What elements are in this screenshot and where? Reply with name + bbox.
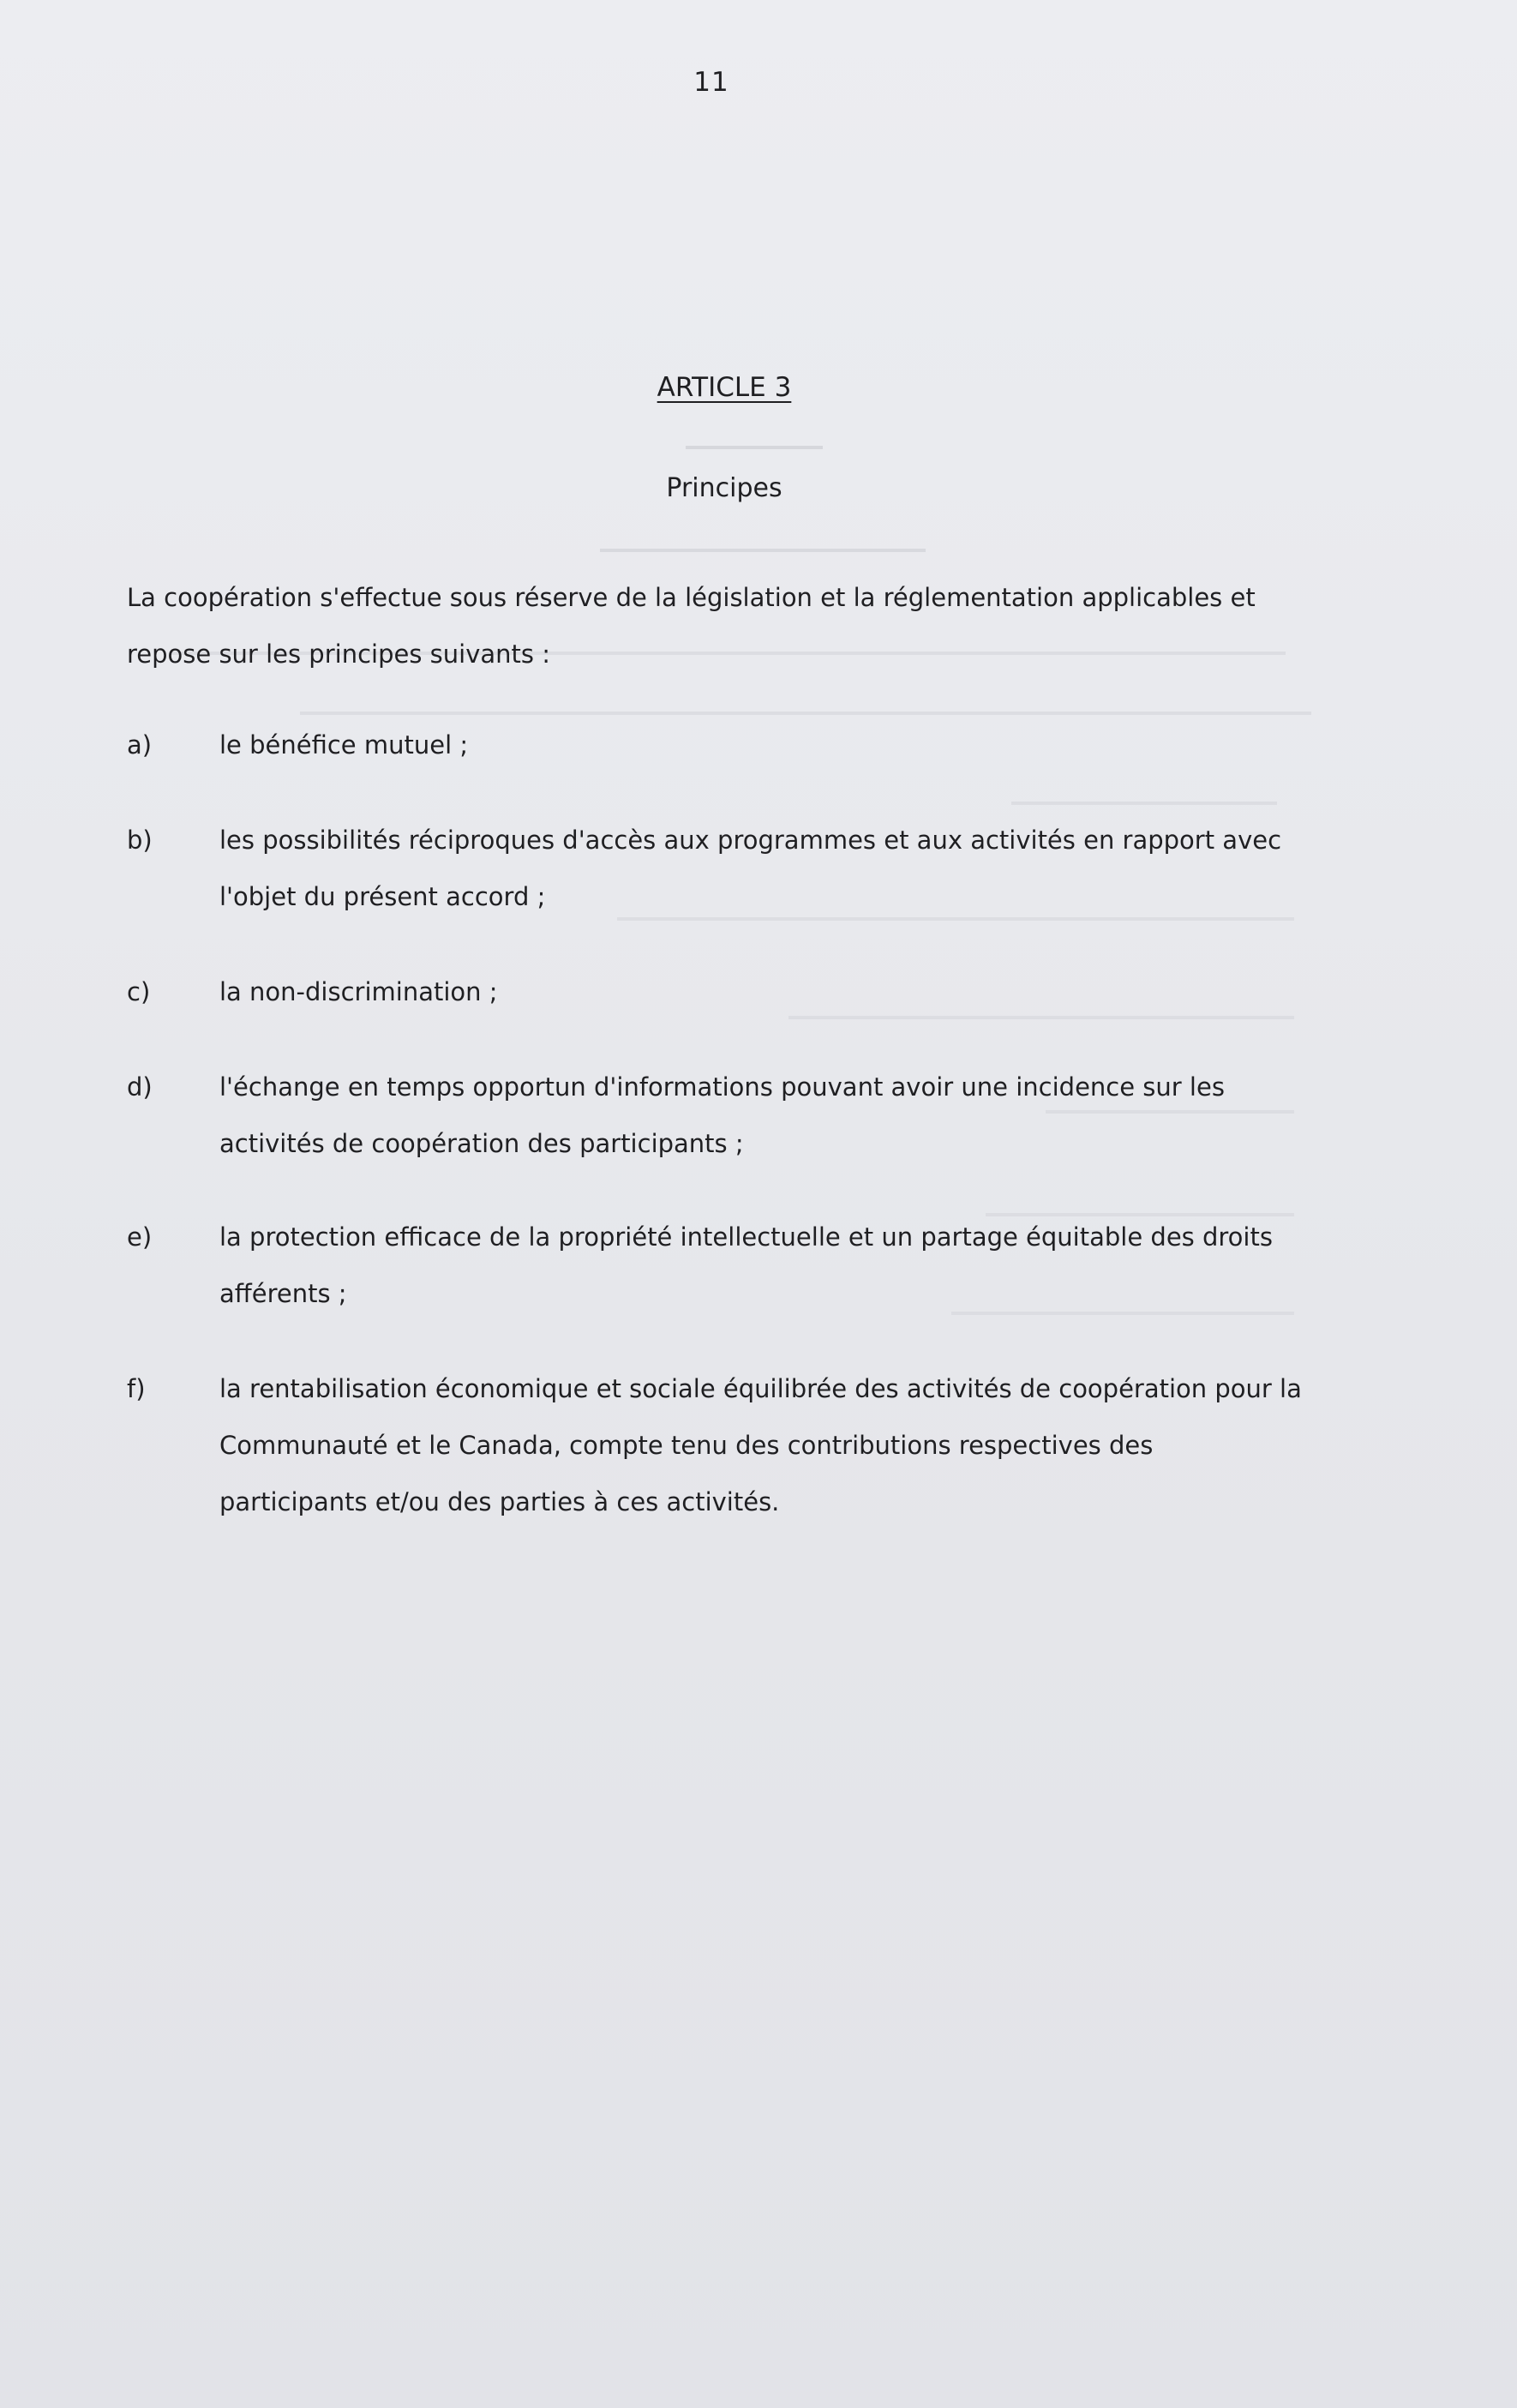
list-item-line: l'échange en temps opportun d'informations pouvant avoir une incidence sur les [219, 1072, 1225, 1102]
intro-line: repose sur les principes suivants : [127, 640, 550, 669]
list-item-line: la non-discrimination ; [219, 977, 498, 1006]
intro-paragraph [127, 569, 1344, 682]
list-item-e [127, 1209, 1344, 1322]
list-item-line: afférents ; [219, 1279, 347, 1308]
list-item-f [127, 1360, 1344, 1530]
list-item-line: activités de coopération des participants ; [219, 1129, 744, 1158]
article-title [0, 372, 1448, 403]
bleed-through-mark [300, 712, 1311, 715]
list-item-line: le bénéfice mutuel ; [219, 730, 469, 760]
list-item-text [219, 717, 1334, 773]
list-item-text [219, 1360, 1334, 1530]
list-item-line: la protection efficace de la propriété intellectuelle et un partage équitable des droits [219, 1222, 1273, 1252]
page-number: 11 [693, 67, 729, 98]
bleed-through-mark [600, 549, 926, 552]
bleed-through-mark [1011, 802, 1277, 805]
article-title-text: ARTICLE 3 [657, 372, 792, 403]
list-item-label: a) [127, 730, 153, 760]
list-item-line: l'objet du présent accord ; [219, 882, 546, 911]
list-item-label: d) [127, 1072, 153, 1102]
list-item-line: participants et/ou des parties à ces activités. [219, 1487, 780, 1516]
list-item-line: Communauté et le Canada, compte tenu des contributions respectives des [219, 1431, 1154, 1460]
list-item-label: c) [127, 977, 151, 1006]
intro-line: La coopération s'effectue sous réserve de la législation et la réglementation applicables et [127, 583, 1256, 612]
list-item-text [219, 1059, 1334, 1172]
bleed-through-mark [686, 446, 823, 449]
list-item-c [127, 964, 1344, 1020]
list-item-line: les possibilités réciproques d'accès aux programmes et aux activités en rapport avec [219, 826, 1282, 855]
list-item-text [219, 964, 1334, 1020]
list-item-label: e) [127, 1222, 153, 1252]
list-item-text [219, 812, 1334, 925]
list-item-text [219, 1209, 1334, 1322]
list-item-d [127, 1059, 1344, 1172]
list-item-b [127, 812, 1344, 925]
list-item-a [127, 717, 1344, 773]
list-item-label: f) [127, 1374, 146, 1403]
list-item-line: la rentabilisation économique et sociale équilibrée des activités de coopération pour la [219, 1374, 1302, 1403]
article-subtitle: Principes [666, 473, 782, 503]
list-item-label: b) [127, 826, 153, 855]
